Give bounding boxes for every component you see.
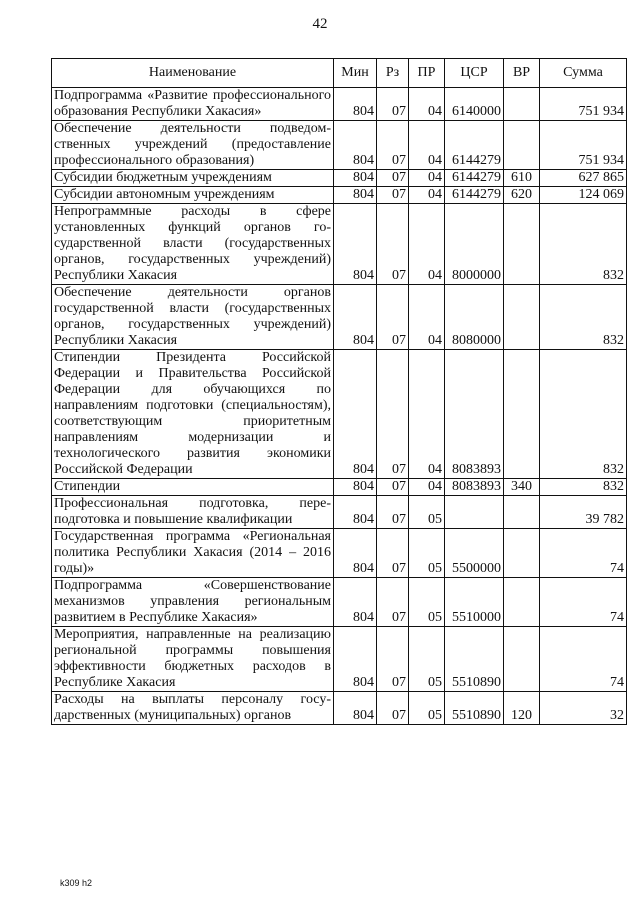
cell-name: Субсидии автономным учреждениям [52,187,334,204]
cell-sum: 751 934 [540,88,627,121]
cell-name: Стипендии [52,479,334,496]
cell-csr: 6144279 [445,170,504,187]
cell-min: 804 [334,350,377,479]
cell-pr: 04 [409,121,445,170]
cell-sum: 39 782 [540,496,627,529]
cell-rz: 07 [377,187,409,204]
cell-rz: 07 [377,578,409,627]
cell-vr [504,121,540,170]
cell-rz: 07 [377,692,409,725]
cell-min: 804 [334,692,377,725]
cell-csr: 8083893 [445,479,504,496]
cell-csr: 5510890 [445,627,504,692]
cell-min: 804 [334,187,377,204]
cell-min: 804 [334,285,377,350]
table-header-row [52,59,627,88]
cell-vr: 340 [504,479,540,496]
cell-sum: 832 [540,479,627,496]
cell-name: Стипендии Президента Российской Федерации и Правительства Российской Федерации для обучающихся по направлениям подготовки (специальностям), соответствующим приоритетным направлениям модернизации и технологического развития экономики Российской Федерации [52,350,334,479]
cell-pr: 04 [409,187,445,204]
table-row [52,121,627,170]
cell-min: 804 [334,529,377,578]
cell-pr: 05 [409,627,445,692]
cell-vr [504,496,540,529]
cell-min: 804 [334,121,377,170]
cell-rz: 07 [377,627,409,692]
cell-csr: 5510890 [445,692,504,725]
cell-sum: 832 [540,204,627,285]
cell-min: 804 [334,204,377,285]
table-row [52,529,627,578]
cell-min: 804 [334,627,377,692]
cell-sum: 74 [540,578,627,627]
table-row [52,350,627,479]
cell-min: 804 [334,479,377,496]
cell-name: Мероприятия, направленные на реализацию региональной программы повышения эффективности бюджетных расходов в Республике Хакасия [52,627,334,692]
cell-csr: 8000000 [445,204,504,285]
cell-rz: 07 [377,496,409,529]
header-name: Наименование [52,59,334,88]
header-sum: Сумма [540,59,627,88]
budget-table [51,58,627,725]
cell-rz: 07 [377,350,409,479]
cell-csr: 6144279 [445,121,504,170]
cell-pr: 04 [409,285,445,350]
cell-pr: 04 [409,88,445,121]
cell-name: Субсидии бюджетным учреждениям [52,170,334,187]
table-row [52,496,627,529]
cell-vr: 120 [504,692,540,725]
cell-vr [504,350,540,479]
cell-rz: 07 [377,529,409,578]
cell-rz: 07 [377,204,409,285]
header-pr: ПР [409,59,445,88]
table-row [52,88,627,121]
cell-pr: 04 [409,350,445,479]
cell-name: Профессиональная подготовка, переподготовка и повышение квалификации [52,496,334,529]
cell-vr: 620 [504,187,540,204]
header-min: Мин [334,59,377,88]
table-row [52,204,627,285]
cell-csr: 6144279 [445,187,504,204]
cell-vr [504,578,540,627]
cell-name: Подпрограмма «Развитие профессионального образования Республики Хакасия» [52,88,334,121]
cell-csr: 8080000 [445,285,504,350]
cell-min: 804 [334,578,377,627]
cell-sum: 32 [540,692,627,725]
cell-csr: 8083893 [445,350,504,479]
cell-pr: 04 [409,170,445,187]
cell-name: Расходы на выплаты персоналу государственных (муниципальных) органов [52,692,334,725]
table-row [52,170,627,187]
table-row [52,285,627,350]
header-rz: Рз [377,59,409,88]
header-vr: ВР [504,59,540,88]
cell-csr: 6140000 [445,88,504,121]
cell-name: Государственная программа «Региональная политика Республики Хакасия (2014 – 2016 годы)» [52,529,334,578]
cell-vr [504,627,540,692]
table-row [52,479,627,496]
cell-sum: 627 865 [540,170,627,187]
cell-sum: 124 069 [540,187,627,204]
cell-pr: 05 [409,529,445,578]
cell-vr [504,285,540,350]
cell-min: 804 [334,88,377,121]
cell-pr: 05 [409,692,445,725]
header-csr: ЦСР [445,59,504,88]
table-row [52,578,627,627]
cell-name: Обеспечение деятельности органов государственной власти (государственных органов, государственных учреждений) Республики Хакасия [52,285,334,350]
cell-rz: 07 [377,285,409,350]
cell-pr: 05 [409,578,445,627]
table-row [52,692,627,725]
cell-vr [504,88,540,121]
cell-name: Непрограммные расходы в сфере установленных функций органов государственной власти (государственных органов, государственных учреждений) Республики Хакасия [52,204,334,285]
cell-rz: 07 [377,88,409,121]
cell-vr [504,529,540,578]
footer-code: k309 h2 [60,878,93,888]
cell-pr: 05 [409,496,445,529]
cell-pr: 04 [409,204,445,285]
cell-csr: 5500000 [445,529,504,578]
cell-csr: 5510000 [445,578,504,627]
cell-sum: 74 [540,627,627,692]
cell-pr: 04 [409,479,445,496]
cell-name: Обеспечение деятельности подведомственных учреждений (предоставление профессионального образования) [52,121,334,170]
cell-name: Подпрограмма «Совершенствование механизмов управления региональным развитием в Республике Хакасия» [52,578,334,627]
table-row [52,187,627,204]
cell-rz: 07 [377,121,409,170]
cell-rz: 07 [377,170,409,187]
cell-min: 804 [334,496,377,529]
cell-rz: 07 [377,479,409,496]
cell-sum: 751 934 [540,121,627,170]
page-number: 42 [312,16,328,32]
cell-min: 804 [334,170,377,187]
cell-sum: 832 [540,350,627,479]
cell-vr [504,204,540,285]
cell-vr: 610 [504,170,540,187]
cell-sum: 74 [540,529,627,578]
cell-sum: 832 [540,285,627,350]
table-row [52,627,627,692]
cell-csr [445,496,504,529]
